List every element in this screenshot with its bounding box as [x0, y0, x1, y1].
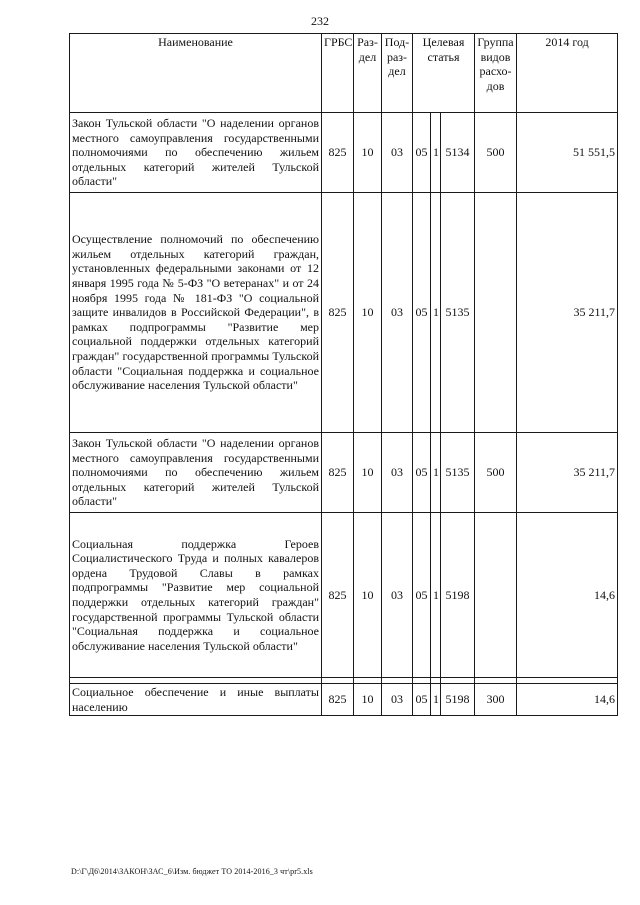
row-name: Закон Тульской области "О наделении органов местного самоуправления государственными полномочиями по обеспечению жильем отдельных категорий жителей Тульской области" [70, 113, 322, 193]
header-group: Группа видов расхо-дов [475, 34, 517, 113]
row-amount: 14,6 [517, 513, 618, 678]
table-row [70, 684, 618, 716]
row-target-part1: 05 [413, 193, 431, 433]
row-group: 500 [475, 433, 517, 513]
row-target-part3: 5134 [441, 113, 475, 193]
row-grbs: 825 [322, 193, 354, 433]
table-row [70, 193, 618, 433]
row-amount: 14,6 [517, 684, 618, 716]
row-razdel: 10 [354, 113, 382, 193]
row-target-part2: 1 [431, 433, 441, 513]
row-target-part2: 1 [431, 513, 441, 678]
row-target-part1: 05 [413, 113, 431, 193]
row-podrazdel: 03 [382, 433, 413, 513]
row-target-part3: 5198 [441, 513, 475, 678]
row-amount: 51 551,5 [517, 113, 618, 193]
row-target-part2: 1 [431, 113, 441, 193]
table-row [70, 513, 618, 678]
header-grbs: ГРБС [322, 34, 354, 113]
row-target-part1: 05 [413, 433, 431, 513]
row-grbs: 825 [322, 684, 354, 716]
row-amount: 35 211,7 [517, 193, 618, 433]
row-razdel: 10 [354, 513, 382, 678]
row-group: 500 [475, 113, 517, 193]
row-target-part1: 05 [413, 513, 431, 678]
row-razdel: 10 [354, 684, 382, 716]
row-group: 300 [475, 684, 517, 716]
row-grbs: 825 [322, 513, 354, 678]
page-number: 232 [311, 14, 329, 28]
row-podrazdel: 03 [382, 113, 413, 193]
row-target-part1: 05 [413, 684, 431, 716]
header-razdel: Раз-дел [354, 34, 382, 113]
row-name: Социальная поддержка Героев Социалистического Труда и полных кавалеров ордена Трудовой Славы в рамках подпрограммы "Развитие мер социальной поддержки отдельных категорий граждан" государственной программы Тульской области "Социальная поддержка и социальное обслуживание населения Тульской области" [70, 513, 322, 678]
row-target-part3: 5198 [441, 684, 475, 716]
row-target-part2: 1 [431, 193, 441, 433]
row-podrazdel: 03 [382, 193, 413, 433]
row-amount: 35 211,7 [517, 433, 618, 513]
row-name: Осуществление полномочий по обеспечению жильем отдельных категорий граждан, установленных федеральными законами от 12 января 1995 года № 5-ФЗ "О ветеранах" и от 24 ноября 1995 года № 181-ФЗ "О социальной защите инвалидов в Российской Федерации", в рамках подпрограммы "Развитие мер социальной поддержки отдельных категорий граждан" государственной программы Тульской области "Социальная поддержка и социальное обслуживание населения Тульской области" [70, 193, 322, 433]
header-row [70, 34, 618, 113]
row-podrazdel: 03 [382, 684, 413, 716]
header-name: Наименование [70, 34, 322, 113]
header-target: Целевая статья [413, 34, 475, 113]
row-podrazdel: 03 [382, 513, 413, 678]
row-target-part2: 1 [431, 684, 441, 716]
budget-table [69, 33, 618, 716]
row-group [475, 513, 517, 678]
table-row [70, 113, 618, 193]
row-razdel: 10 [354, 433, 382, 513]
table-row [70, 433, 618, 513]
row-name: Закон Тульской области "О наделении органов местного самоуправления государственными полномочиями по обеспечению жильем отдельных категорий жителей Тульской области" [70, 433, 322, 513]
row-name: Социальное обеспечение и иные выплаты населению [70, 684, 322, 716]
header-podrazdel: Под-раз-дел [382, 34, 413, 113]
header-year: 2014 год [517, 34, 618, 113]
row-razdel: 10 [354, 193, 382, 433]
row-grbs: 825 [322, 113, 354, 193]
row-group [475, 193, 517, 433]
row-target-part3: 5135 [441, 433, 475, 513]
row-grbs: 825 [322, 433, 354, 513]
file-path-footer: D:\Г\Д6\2014\ЗАКОН\ЗАС_6\Изм. бюджет ТО 2014-2016_3 чт\pr5.xls [71, 867, 313, 876]
row-target-part3: 5135 [441, 193, 475, 433]
